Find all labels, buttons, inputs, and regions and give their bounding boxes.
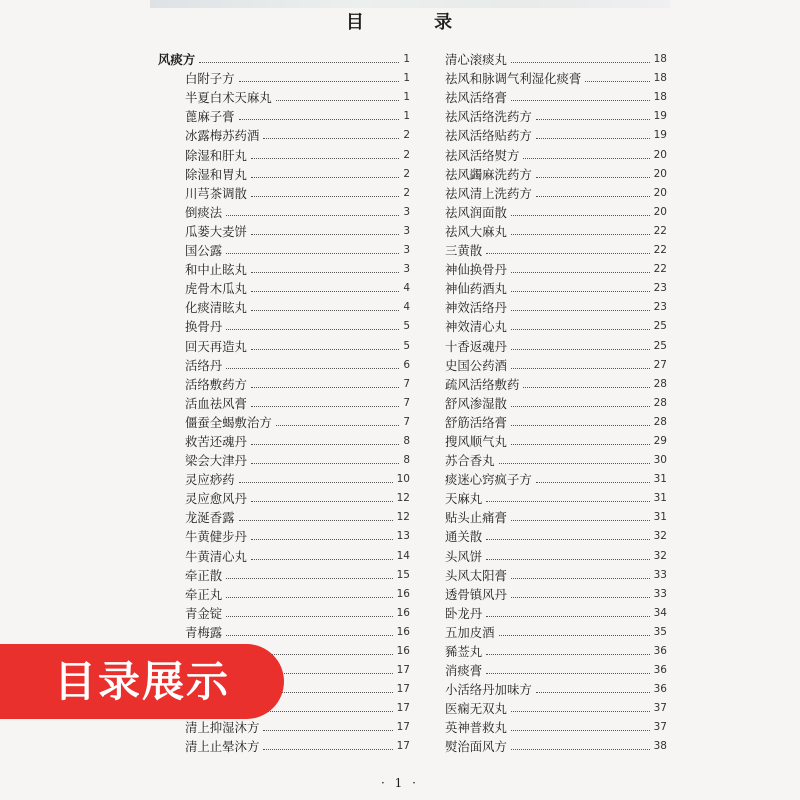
toc-entry-page: 1 <box>403 72 410 85</box>
toc-leader-dots <box>511 349 650 350</box>
toc-entry <box>158 430 410 449</box>
toc-entry-page: 17 <box>396 740 410 753</box>
toc-entry-page: 27 <box>653 358 667 371</box>
toc-leader-dots <box>251 310 399 311</box>
toc-entry <box>445 315 667 334</box>
toc-entry <box>445 583 667 602</box>
toc-leader-dots <box>511 368 650 369</box>
toc-leader-dots <box>511 291 650 292</box>
toc-entry <box>445 411 667 430</box>
toc-entry <box>445 735 667 754</box>
toc-leader-dots <box>511 730 650 731</box>
toc-entry-title: 祛风活络熨方 <box>445 147 520 163</box>
toc-entry-title: 贴头止痛膏 <box>445 510 507 526</box>
page-title <box>0 8 800 34</box>
scan-edge-strip <box>150 0 670 8</box>
toc-entry <box>158 411 410 430</box>
toc-entry <box>445 697 667 716</box>
toc-leader-dots <box>536 138 650 139</box>
toc-entry <box>445 506 667 525</box>
toc-entry-page: 6 <box>403 358 410 371</box>
toc-leader-dots <box>226 215 399 216</box>
toc-leader-dots <box>199 62 399 63</box>
toc-chapter-entry <box>158 48 410 67</box>
toc-entry-page: 10 <box>396 473 410 486</box>
toc-entry-page: 33 <box>653 587 667 600</box>
toc-leader-dots <box>523 387 649 388</box>
toc-entry-page: 16 <box>396 625 410 638</box>
toc-entry-page: 23 <box>653 301 667 314</box>
toc-entry-title: 活络丹 <box>185 357 223 373</box>
toc-entry-page: 31 <box>653 511 667 524</box>
toc-leader-dots <box>226 368 399 369</box>
toc-entry-page: 32 <box>653 549 667 562</box>
toc-entry <box>158 258 410 277</box>
toc-entry-title: 搜风顺气丸 <box>445 433 507 449</box>
toc-entry <box>158 163 410 182</box>
toc-entry-title: 国公露 <box>185 243 223 259</box>
toc-entry-page: 3 <box>403 244 410 257</box>
toc-entry-page: 18 <box>653 53 667 66</box>
toc-entry <box>158 86 410 105</box>
toc-leader-dots <box>536 482 650 483</box>
toc-entry-page: 29 <box>653 434 667 447</box>
toc-leader-dots <box>251 539 393 540</box>
toc-entry-title: 史国公药酒 <box>445 357 507 373</box>
title-char-left: 目 <box>345 12 366 33</box>
toc-entry <box>445 239 667 258</box>
toc-entry-page: 7 <box>403 415 410 428</box>
toc-entry-page: 15 <box>396 568 410 581</box>
toc-entry-page: 20 <box>653 186 667 199</box>
toc-entry-title: 祛风大麻丸 <box>445 223 507 239</box>
toc-leader-dots <box>511 234 650 235</box>
toc-leader-dots <box>251 406 399 407</box>
toc-entry-page: 7 <box>403 377 410 390</box>
toc-entry-title: 祛风活络膏 <box>445 90 507 106</box>
toc-entry-title: 青梅露 <box>185 624 223 640</box>
toc-leader-dots <box>486 559 649 560</box>
toc-entry-title: 活血祛风膏 <box>185 395 247 411</box>
toc-leader-dots <box>536 177 650 178</box>
toc-entry-page: 17 <box>396 721 410 734</box>
toc-entry-title: 十香返魂丹 <box>445 338 507 354</box>
toc-entry-title: 神仙换骨丹 <box>445 262 507 278</box>
toc-leader-dots <box>251 158 399 159</box>
toc-entry-page: 37 <box>653 702 667 715</box>
toc-entry <box>158 143 410 162</box>
toc-entry-page: 36 <box>653 683 667 696</box>
toc-entry <box>445 334 667 353</box>
toc-entry-title: 回天再造丸 <box>185 338 247 354</box>
toc-entry-title: 祛风和脉调气利湿化痰膏 <box>445 71 582 87</box>
toc-entry-title: 救苦还魂丹 <box>185 433 247 449</box>
toc-leader-dots <box>239 119 400 120</box>
toc-entry-page: 1 <box>403 91 410 104</box>
toc-entry-title: 白附子方 <box>185 71 235 87</box>
toc-leader-dots <box>486 654 649 655</box>
toc-leader-dots <box>486 673 649 674</box>
toc-entry-page: 2 <box>403 129 410 142</box>
toc-entry <box>445 602 667 621</box>
toc-entry-page: 2 <box>403 167 410 180</box>
toc-entry-title: 牵正丸 <box>185 586 223 602</box>
toc-leader-dots <box>276 100 400 101</box>
toc-entry-page: 16 <box>396 606 410 619</box>
toc-leader-dots <box>251 234 399 235</box>
toc-entry-page: 37 <box>653 721 667 734</box>
toc-leader-dots <box>536 119 650 120</box>
toc-leader-dots <box>585 81 649 82</box>
toc-entry-title: 舒风渗湿散 <box>445 395 507 411</box>
toc-entry-page: 22 <box>653 244 667 257</box>
toc-entry-page: 23 <box>653 282 667 295</box>
toc-leader-dots <box>486 539 649 540</box>
toc-entry-title: 活络敷药方 <box>185 376 247 392</box>
toc-leader-dots <box>276 425 400 426</box>
toc-entry-title: 风痰方 <box>158 52 196 68</box>
toc-leader-dots <box>536 692 650 693</box>
toc-entry <box>445 449 667 468</box>
toc-entry-page: 35 <box>653 625 667 638</box>
toc-entry <box>158 182 410 201</box>
toc-entry <box>445 659 667 678</box>
toc-leader-dots <box>511 597 650 598</box>
toc-entry <box>158 124 410 143</box>
toc-entry-page: 1 <box>403 110 410 123</box>
toc-leader-dots <box>226 329 399 330</box>
toc-entry-page: 19 <box>653 110 667 123</box>
toc-entry-title: 冰露梅苏药酒 <box>185 128 260 144</box>
toc-entry-title: 僵蚕全蝎敷治方 <box>185 414 272 430</box>
toc-entry-page: 36 <box>653 645 667 657</box>
toc-leader-dots <box>251 272 399 273</box>
toc-leader-dots <box>511 425 650 426</box>
toc-entry-title: 小活络丹加味方 <box>445 682 532 698</box>
toc-entry <box>445 201 667 220</box>
toc-entry-page: 5 <box>403 339 410 352</box>
toc-entry <box>158 67 410 86</box>
toc-entry <box>445 373 667 392</box>
toc-leader-dots <box>511 100 650 101</box>
toc-entry-title: 消痰膏 <box>445 663 483 679</box>
toc-entry-page: 19 <box>653 129 667 142</box>
toc-entry <box>445 67 667 86</box>
toc-entry <box>158 373 410 392</box>
toc-leader-dots <box>251 463 399 464</box>
toc-entry <box>158 544 410 563</box>
toc-leader-dots <box>523 158 649 159</box>
toc-entry-page: 4 <box>403 301 410 314</box>
toc-leader-dots <box>511 310 650 311</box>
toc-entry-page: 12 <box>396 492 410 505</box>
toc-entry-page: 32 <box>653 530 667 543</box>
toc-entry-title: 疏风活络敷药 <box>445 376 520 392</box>
toc-entry-title: 熨治面风方 <box>445 739 507 755</box>
toc-entry <box>158 621 410 640</box>
toc-entry <box>445 277 667 296</box>
toc-entry-title: 医痫无双丸 <box>445 701 507 717</box>
toc-leader-dots <box>511 215 650 216</box>
toc-entry-title: 三黄散 <box>445 243 483 259</box>
toc-entry-page: 20 <box>653 167 667 180</box>
toc-entry <box>158 487 410 506</box>
toc-leader-dots <box>251 387 399 388</box>
toc-entry-page: 25 <box>653 320 667 333</box>
toc-entry-title: 灵应愈风丹 <box>185 491 247 507</box>
toc-entry-title: 祛风润面散 <box>445 204 507 220</box>
toc-entry-page: 4 <box>403 282 410 295</box>
toc-entry-page: 12 <box>396 511 410 524</box>
page-number: · 1 · <box>381 776 419 790</box>
toc-entry-page: 38 <box>653 740 667 753</box>
toc-entry <box>445 354 667 373</box>
banner-text: 目录展示 <box>53 657 230 706</box>
toc-entry-title: 蓖麻子膏 <box>185 109 235 125</box>
toc-entry <box>158 220 410 239</box>
toc-entry-title: 除湿和胃丸 <box>185 166 247 182</box>
toc-entry <box>158 716 410 735</box>
toc-right-column <box>445 48 667 754</box>
toc-entry-page: 20 <box>653 148 667 161</box>
toc-entry-page: 30 <box>653 454 667 467</box>
toc-entry-title: 卧龙丹 <box>445 605 483 621</box>
toc-entry-page: 20 <box>653 205 667 218</box>
toc-entry-page: 22 <box>653 224 667 237</box>
toc-entry-page: 28 <box>653 377 667 390</box>
toc-entry <box>445 621 667 640</box>
toc-leader-dots <box>251 501 393 502</box>
toc-entry <box>445 48 667 67</box>
toc-leader-dots <box>511 444 650 445</box>
toc-leader-dots <box>511 711 650 712</box>
toc-entry-title: 祛风活络贴药方 <box>445 128 532 144</box>
toc-entry <box>158 277 410 296</box>
toc-entry-page: 34 <box>653 606 667 619</box>
toc-leader-dots <box>226 635 392 636</box>
toc-leader-dots <box>486 253 649 254</box>
toc-entry-title: 神仙药酒丸 <box>445 281 507 297</box>
toc-entry-page: 3 <box>403 205 410 218</box>
toc-leader-dots <box>251 444 399 445</box>
toc-entry-title: 半夏白术天麻丸 <box>185 90 272 106</box>
toc-leader-dots <box>251 349 399 350</box>
toc-entry-title: 痰迷心窍疯子方 <box>445 472 532 488</box>
toc-entry-title: 龙涎香露 <box>185 510 235 526</box>
toc-entry-title: 舒筋活络膏 <box>445 414 507 430</box>
toc-entry-page: 31 <box>653 492 667 505</box>
toc-entry-title: 祛风清上洗药方 <box>445 185 532 201</box>
toc-entry <box>445 86 667 105</box>
toc-entry <box>445 564 667 583</box>
toc-entry-page: 28 <box>653 415 667 428</box>
toc-entry-page: 13 <box>396 530 410 543</box>
toc-entry-title: 清上止晕沐方 <box>185 739 260 755</box>
toc-entry-page: 5 <box>403 320 410 333</box>
toc-entry-title: 虎骨木瓜丸 <box>185 281 247 297</box>
toc-entry <box>445 296 667 315</box>
toc-leader-dots <box>239 81 400 82</box>
toc-leader-dots <box>251 291 399 292</box>
toc-entry-title: 灵应痧药 <box>185 472 235 488</box>
toc-leader-dots <box>511 749 650 750</box>
toc-entry-page: 17 <box>396 683 410 696</box>
title-char-right: 录 <box>434 12 455 33</box>
toc-entry-title: 头风饼 <box>445 548 483 564</box>
toc-entry-title: 化痰清眩丸 <box>185 300 247 316</box>
toc-entry-page: 18 <box>653 72 667 85</box>
toc-leader-dots <box>226 578 392 579</box>
toc-entry-page: 22 <box>653 263 667 276</box>
toc-entry <box>158 583 410 602</box>
toc-entry-page: 3 <box>403 224 410 237</box>
toc-entry <box>445 182 667 201</box>
toc-leader-dots <box>511 272 650 273</box>
toc-leader-dots <box>511 406 650 407</box>
toc-entry-title: 牵正散 <box>185 567 223 583</box>
toc-entry <box>445 220 667 239</box>
toc-entry-title: 倒痰法 <box>185 204 223 220</box>
toc-entry <box>445 392 667 411</box>
toc-entry <box>445 640 667 659</box>
toc-entry <box>445 678 667 697</box>
toc-leader-dots <box>226 597 392 598</box>
toc-entry-title: 瓜蒌大麦饼 <box>185 223 247 239</box>
toc-entry <box>445 143 667 162</box>
toc-leader-dots <box>251 559 393 560</box>
toc-entry-title: 清心滚痰丸 <box>445 52 507 68</box>
toc-entry <box>445 105 667 124</box>
toc-entry-title: 苏合香丸 <box>445 453 495 469</box>
toc-entry <box>445 124 667 143</box>
toc-entry <box>158 334 410 353</box>
toc-entry-title: 通关散 <box>445 529 483 545</box>
toc-entry-title: 五加皮酒 <box>445 624 495 640</box>
toc-leader-dots <box>486 501 649 502</box>
toc-leader-dots <box>486 616 649 617</box>
toc-entry-title: 换骨丹 <box>185 319 223 335</box>
toc-leader-dots <box>226 253 399 254</box>
toc-entry <box>445 258 667 277</box>
toc-entry-page: 2 <box>403 186 410 199</box>
toc-entry-page: 8 <box>403 454 410 467</box>
toc-entry <box>158 315 410 334</box>
toc-entry <box>445 163 667 182</box>
toc-entry-title: 神效清心丸 <box>445 319 507 335</box>
toc-entry <box>158 201 410 220</box>
toc-entry <box>158 468 410 487</box>
toc-entry-page: 16 <box>396 645 410 657</box>
toc-entry-page: 25 <box>653 339 667 352</box>
toc-entry-page: 14 <box>396 549 410 562</box>
toc-entry-title: 清上抑湿沐方 <box>185 720 260 736</box>
toc-entry-title: 天麻丸 <box>445 491 483 507</box>
toc-entry-title: 透骨镇风丹 <box>445 586 507 602</box>
toc-entry <box>445 525 667 544</box>
toc-leader-dots <box>499 463 650 464</box>
toc-leader-dots <box>251 196 399 197</box>
toc-entry-title: 梁会大津丹 <box>185 453 247 469</box>
toc-entry <box>445 716 667 735</box>
toc-entry <box>158 449 410 468</box>
toc-entry-page: 8 <box>403 434 410 447</box>
toc-entry-page: 1 <box>403 53 410 66</box>
toc-entry <box>158 525 410 544</box>
toc-entry <box>158 602 410 621</box>
toc-entry <box>158 105 410 124</box>
toc-entry <box>158 239 410 258</box>
toc-entry-page: 17 <box>396 664 410 677</box>
toc-leader-dots <box>226 616 392 617</box>
toc-entry <box>445 544 667 563</box>
toc-entry-title: 神效活络丹 <box>445 300 507 316</box>
toc-entry-title: 豨莶丸 <box>445 644 483 659</box>
toc-entry <box>158 506 410 525</box>
toc-entry-title: 英神普救丸 <box>445 720 507 736</box>
toc-entry-title: 除湿和肝丸 <box>185 147 247 163</box>
toc-entry-page: 17 <box>396 702 410 715</box>
toc-leader-dots <box>511 578 650 579</box>
toc-entry <box>158 735 410 754</box>
toc-leader-dots <box>499 635 650 636</box>
toc-entry-title: 祛风活络洗药方 <box>445 109 532 125</box>
toc-entry-page: 36 <box>653 664 667 677</box>
toc-entry-title: 青金锭 <box>185 605 223 621</box>
toc-leader-dots <box>511 329 650 330</box>
toc-entry-page: 7 <box>403 396 410 409</box>
promo-banner <box>0 644 284 719</box>
toc-entry-title: 头风太阳膏 <box>445 567 507 583</box>
toc-entry-page: 2 <box>403 148 410 161</box>
toc-entry-page: 16 <box>396 587 410 600</box>
toc-leader-dots <box>263 138 399 139</box>
toc-entry <box>158 354 410 373</box>
toc-entry <box>445 430 667 449</box>
toc-entry-page: 3 <box>403 263 410 276</box>
toc-leader-dots <box>511 520 650 521</box>
toc-leader-dots <box>263 749 392 750</box>
toc-entry-title: 牛黄清心丸 <box>185 548 247 564</box>
toc-leader-dots <box>251 177 399 178</box>
toc-entry-page: 31 <box>653 473 667 486</box>
toc-entry <box>158 564 410 583</box>
toc-entry-title: 牛黄健步丹 <box>185 529 247 545</box>
toc-leader-dots <box>239 482 393 483</box>
toc-leader-dots <box>239 520 393 521</box>
toc-entry-page: 18 <box>653 91 667 104</box>
toc-entry-title: 和中止眩丸 <box>185 262 247 278</box>
toc-entry <box>445 468 667 487</box>
toc-leader-dots <box>536 196 650 197</box>
toc-leader-dots <box>511 62 650 63</box>
toc-entry <box>158 296 410 315</box>
toc-entry <box>445 487 667 506</box>
toc-entry-page: 33 <box>653 568 667 581</box>
toc-entry-page: 28 <box>653 396 667 409</box>
toc-entry <box>158 392 410 411</box>
toc-entry-title: 祛风蠲麻洗药方 <box>445 166 532 182</box>
toc-entry-title: 川芎茶调散 <box>185 185 247 201</box>
toc-leader-dots <box>263 730 392 731</box>
